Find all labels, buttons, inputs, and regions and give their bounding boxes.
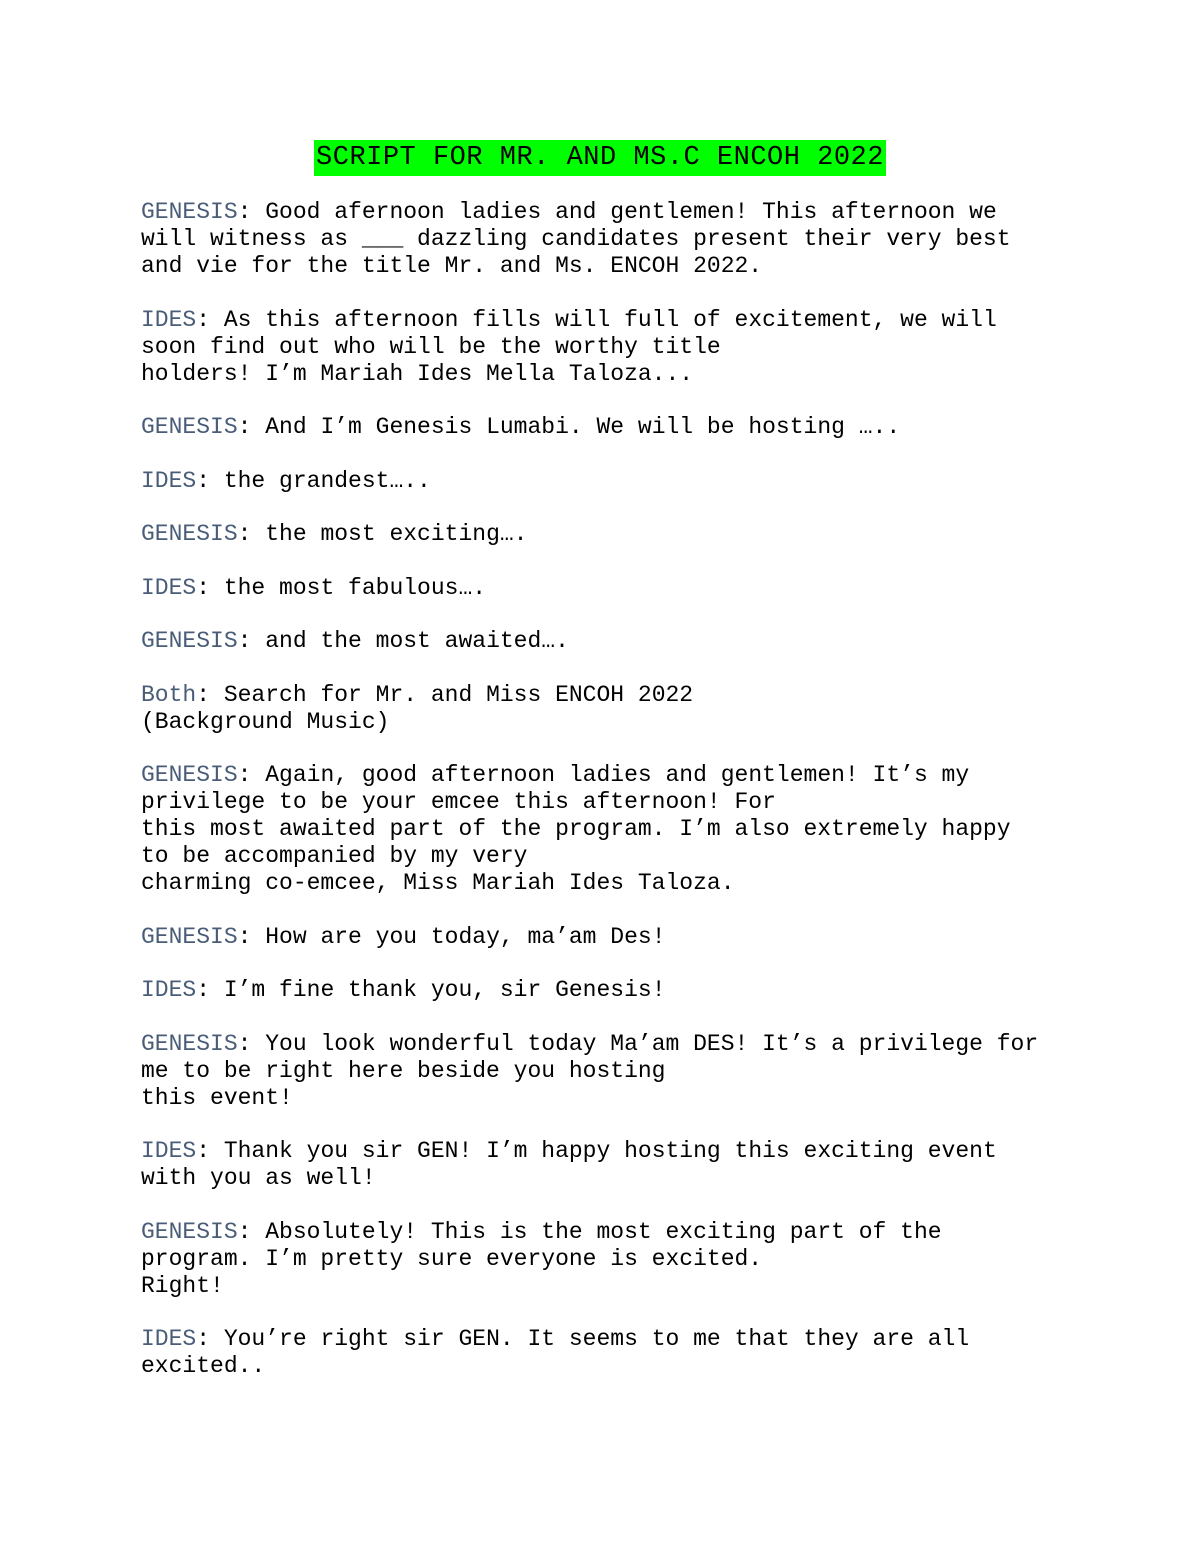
line-text: with you as well! [141,1165,376,1191]
line-text: privilege to be your emcee this afternoon! For [141,789,776,815]
line-text: this event! [141,1084,293,1111]
title-wrapper [0,140,1200,176]
dialogue-line [141,1165,1141,1192]
line-text: You’re right sir GEN. It seems to me that they are all [223,1326,970,1352]
line-text: to be accompanied by my very [141,843,528,869]
dialogue-line [141,334,1141,361]
line-text: the most exciting…. [265,521,528,547]
speaker-name: GENESIS [141,1218,238,1245]
speaker-name: IDES [141,306,197,333]
dialogue-line: GENESIS: and the most awaited…. [141,628,569,654]
dialogue-line: IDES: You’re right sir GEN. It seems to me that they are all [141,1326,970,1352]
dialogue-line [141,1273,1141,1300]
speaker-name: IDES [141,574,197,601]
dialogue-line [141,1085,1141,1112]
speaker-name: GENESIS [141,923,238,950]
dialogue-line [141,1058,1141,1085]
dialogue-line [141,843,1141,870]
dialogue-line [141,1353,1141,1380]
speaker-name: GENESIS [141,1030,238,1057]
line-text: me to be right here beside you hosting [141,1057,666,1084]
line-text: this most awaited part of the program. I’m also extremely happy [141,816,1011,842]
document-title: SCRIPT FOR MR. AND MS.C ENCOH 2022 [314,140,886,176]
line-text: the grandest….. [223,467,431,494]
dialogue-paragraph [141,1219,1141,1300]
line-text: soon find out who will be the worthy title [141,333,721,360]
line-text: will witness as ___ dazzling candidates present their very best [141,226,1011,252]
dialogue-paragraph [141,924,1141,951]
dialogue-line: GENESIS: You look wonderful today Ma’am DES! It’s a privilege for [141,1030,1039,1057]
dialogue-line [141,226,1141,253]
dialogue-line: IDES: As this afternoon fills will full of excitement, we will [141,306,997,333]
dialogue-paragraph [141,628,1141,655]
dialogue-paragraph [141,307,1141,388]
line-text: Thank you sir GEN! I’m happy hosting this exciting event [223,1138,997,1164]
line-text: Again, good afternoon ladies and gentlemen! It’s my [265,762,970,788]
dialogue-line: GENESIS: And I’m Genesis Lumabi. We will be hosting ….. [141,414,901,440]
dialogue-paragraph [141,977,1141,1004]
dialogue-line [141,870,1141,897]
line-text: and the most awaited…. [265,628,569,654]
dialogue-paragraph [141,199,1141,280]
dialogue-paragraph [141,414,1141,441]
dialogue-paragraph [141,1031,1141,1112]
line-text: the most fabulous…. [223,574,487,601]
line-text: and vie for the title Mr. and Ms. ENCOH 2022. [141,253,763,279]
dialogue-line: GENESIS: Absolutely! This is the most exciting part of the [141,1218,942,1245]
speaker-name: GENESIS [141,762,238,788]
dialogue-line: GENESIS: Again, good afternoon ladies and gentlemen! It’s my [141,762,970,788]
line-text: You look wonderful today Ma’am DES! It’s a privilege for [265,1030,1039,1057]
line-text: Absolutely! This is the most exciting part of the [265,1218,942,1245]
dialogue-line: GENESIS: the most exciting…. [141,521,528,547]
line-text: program. I’m pretty sure everyone is excited. [141,1245,763,1272]
dialogue-line: GENESIS: Good afernoon ladies and gentlemen! This afternoon we [141,199,997,225]
dialogue-paragraph [141,521,1141,548]
dialogue-paragraph [141,468,1141,495]
dialogue-line [141,1246,1141,1273]
line-text: As this afternoon fills will full of excitement, we will [223,306,997,333]
speaker-name: IDES [141,977,197,1003]
speaker-name: GENESIS [141,199,238,225]
speaker-name: GENESIS [141,521,238,547]
speaker-name: GENESIS [141,628,238,654]
dialogue-line: Both: Search for Mr. and Miss ENCOH 2022 [141,681,694,708]
line-text: Search for Mr. and Miss ENCOH 2022 [223,681,694,708]
dialogue-paragraph [141,682,1141,736]
dialogue-line [141,709,1141,736]
dialogue-line: IDES: I’m fine thank you, sir Genesis! [141,977,666,1003]
line-text: I’m fine thank you, sir Genesis! [223,977,666,1003]
dialogue-line [141,253,1141,280]
dialogue-line: IDES: the grandest….. [141,467,431,494]
line-text: How are you today, ma’am Des! [265,923,666,950]
speaker-name: IDES [141,467,197,494]
line-text: (Background Music) [141,708,390,735]
line-text: And I’m Genesis Lumabi. We will be hosting ….. [265,414,901,440]
dialogue-line: IDES: the most fabulous…. [141,574,487,601]
line-text: excited.. [141,1353,266,1379]
dialogue-line [141,789,1141,816]
dialogue-paragraph [141,1326,1141,1380]
line-text: Good afernoon ladies and gentlemen! This afternoon we [265,199,997,225]
speaker-name: IDES [141,1138,197,1164]
dialogue-paragraph [141,575,1141,602]
script-body [141,199,1141,1407]
dialogue-line: GENESIS: How are you today, ma’am Des! [141,923,666,950]
speaker-name: Both [141,681,197,708]
dialogue-line: IDES: Thank you sir GEN! I’m happy hosting this exciting event [141,1138,997,1164]
line-text: charming co-emcee, Miss Mariah Ides Taloza. [141,870,735,896]
line-text: holders! I’m Mariah Ides Mella Taloza... [141,360,694,387]
speaker-name: IDES [141,1326,197,1352]
dialogue-paragraph [141,1138,1141,1192]
line-text: Right! [141,1272,224,1299]
dialogue-line [141,816,1141,843]
speaker-name: GENESIS [141,414,238,440]
dialogue-line [141,361,1141,388]
dialogue-paragraph [141,762,1141,897]
